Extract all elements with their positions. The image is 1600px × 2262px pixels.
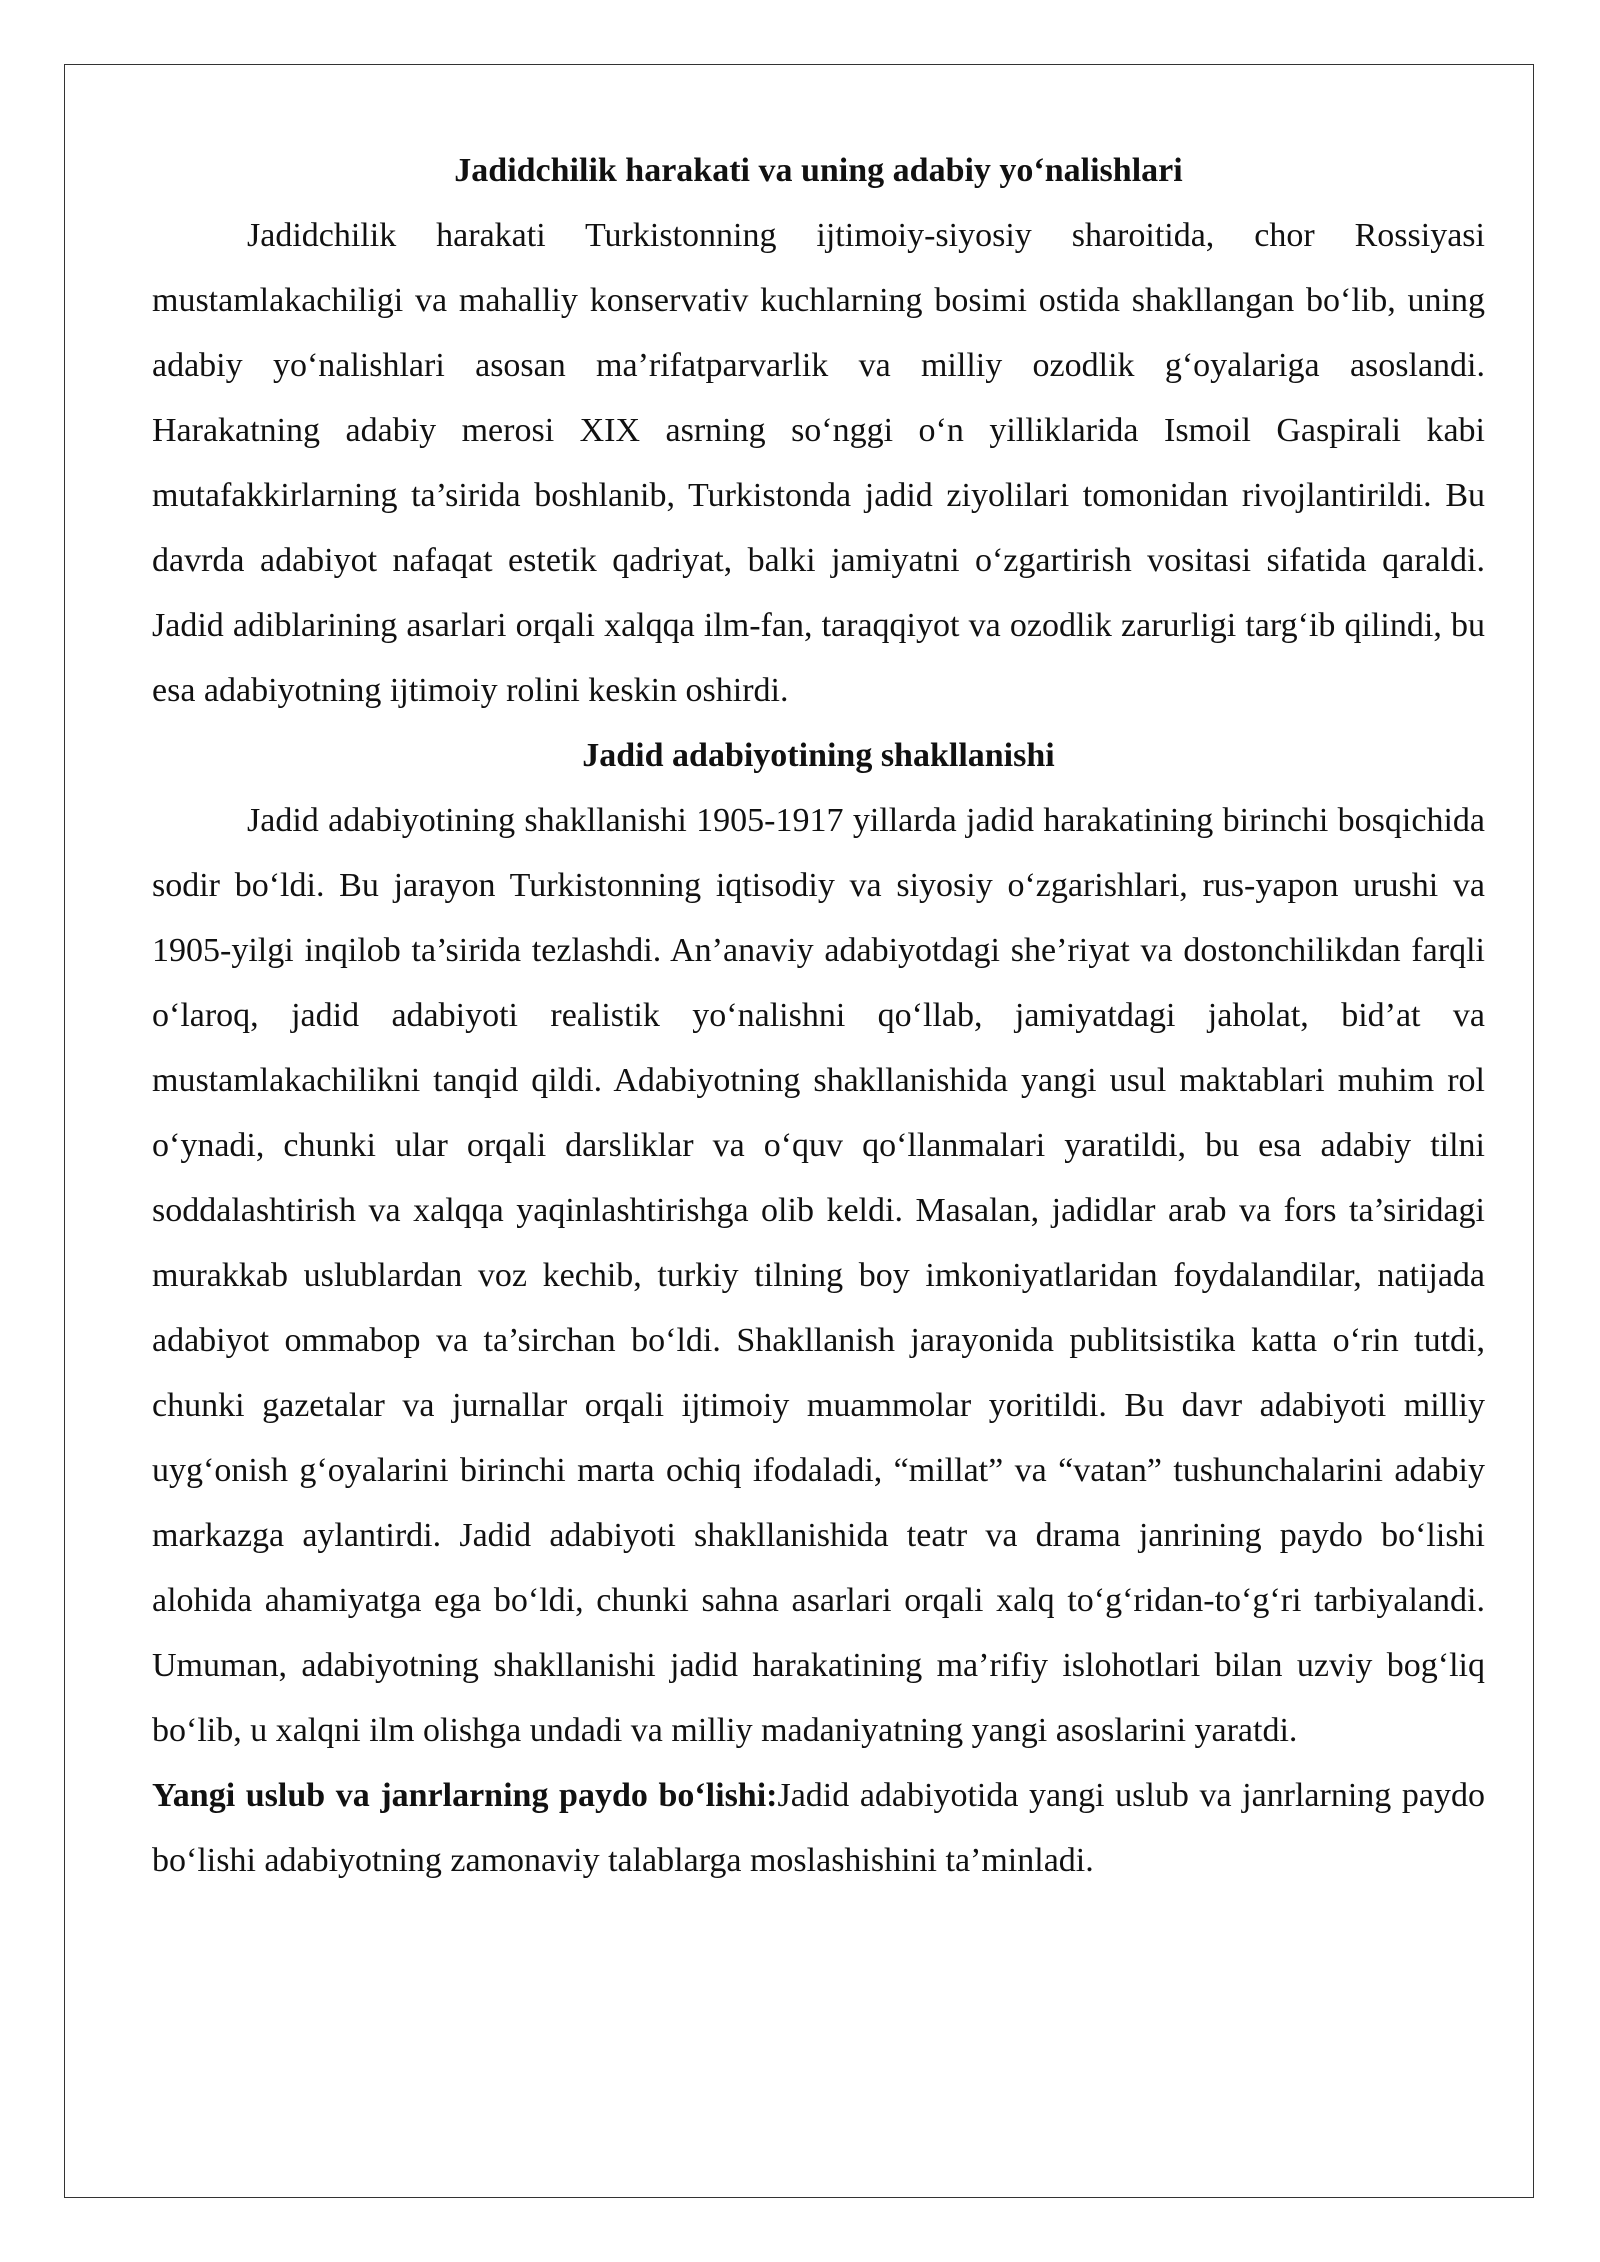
subsection-lead: Yangi uslub va janrlarning paydo bo‘lishi: <box>152 1777 778 1814</box>
subsection-text: Jadid adabiyotida yangi uslub va janrlarning paydo bo‘lishi adabiyotning zamonaviy talablarga moslashishini ta’minladi. <box>152 1777 1485 1879</box>
subsection-paragraph <box>152 1763 1485 1893</box>
document-body <box>152 138 1485 1893</box>
document-title: Jadidchilik harakati va uning adabiy yo‘nalishlari <box>454 152 1183 189</box>
section-paragraph: Jadid adabiyotining shakllanishi 1905-1917 yillarda jadid harakatining birinchi bosqichida sodir bo‘ldi. Bu jarayon Turkistonning iqtisodiy va siyosiy o‘zgarishlari, rus-yapon urushi va 1905-yilgi inqilob ta’sirida tezlashdi. An’anaviy adabiyotdagi she’riyat va dostonchilikdan farqli o‘laroq, jadid adabiyoti realistik yo‘nalishni qo‘llab, jamiyatdagi jaholat, bid’at va mustamlakachilikni tanqid qildi. Adabiyotning shakllanishida yangi usul maktablari muhim rol o‘ynadi, chunki ular orqali darsliklar va o‘quv qo‘llanmalari yaratildi, bu esa adabiy tilni soddalashtirish va xalqqa yaqinlashtirishga olib keldi. Masalan, jadidlar arab va fors ta’siridagi murakkab uslublardan voz kechib, turkiy tilning boy imkoniyatlaridan foydalandilar, natijada adabiyot ommabop va ta’sirchan bo‘ldi. Shakllanish jarayonida publitsistika katta o‘rin tutdi, chunki gazetalar va jurnallar orqali ijtimoiy muammolar yoritildi. Bu davr adabiyoti milliy uyg‘onish g‘oyalarini birinchi marta ochiq ifodaladi, “millat” va “vatan” tushunchalarini adabiy markazga aylantirdi. Jadid adabiyoti shakllanishida teatr va drama janrining paydo bo‘lishi alohida ahamiyatga ega bo‘ldi, chunki sahna asarlari orqali xalq to‘g‘ridan-to‘g‘ri tarbiyalandi. Umuman, adabiyotning shakllanishi jadid harakatining ma’rifiy islohotlari bilan uzviy bog‘liq bo‘lib, u xalqni ilm olishga undadi va milliy madaniyatning yangi asoslarini yaratdi. <box>152 802 1485 1749</box>
intro-paragraph: Jadidchilik harakati Turkistonning ijtimoiy-siyosiy sharoitida, chor Rossiyasi mustamlakachiligi va mahalliy konservativ kuchlarning bosimi ostida shakllangan bo‘lib, uning adabiy yo‘nalishlari asosan ma’rifatparvarlik va milliy ozodlik g‘oyalariga asoslandi. Harakatning adabiy merosi XIX asrning so‘nggi o‘n yilliklarida Ismoil Gaspirali kabi mutafakkirlarning ta’sirida boshlanib, Turkistonda jadid ziyolilari tomonidan rivojlantirildi. Bu davrda adabiyot nafaqat estetik qadriyat, balki jamiyatni o‘zgartirish vositasi sifatida qaraldi. Jadid adiblarining asarlari orqali xalqqa ilm-fan, taraqqiyot va ozodlik zarurligi targ‘ib qilindi, bu esa adabiyotning ijtimoiy rolini keskin oshirdi. <box>152 217 1485 709</box>
section-heading: Jadid adabiyotining shakllanishi <box>582 737 1055 774</box>
